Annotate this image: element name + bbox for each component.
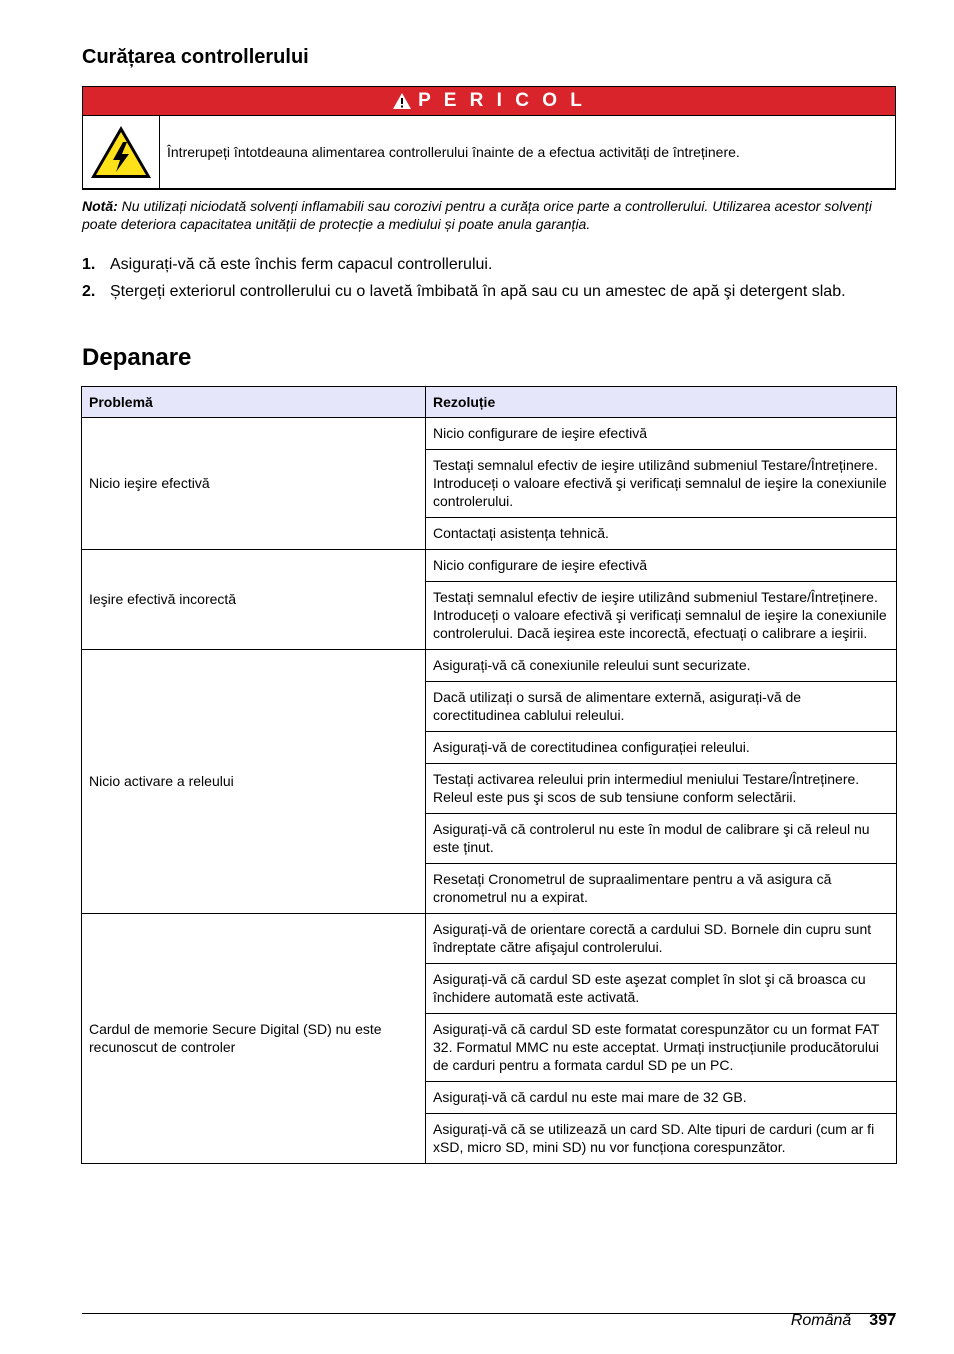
note-label: Notă: xyxy=(82,198,118,214)
resolution-cell: Nicio configurare de ieşire efectivă xyxy=(426,418,897,450)
resolution-cell: Asigurați-vă că cardul nu este mai mare de 32 GB. xyxy=(426,1082,897,1114)
resolution-cell: Asigurați-vă că controlerul nu este în modul de calibrare şi că releul nu este ținut. xyxy=(426,814,897,864)
resolution-cell: Asigurați-vă de orientare corectă a cardului SD. Bornele din cupru sunt îndreptate către afişajul controlerului. xyxy=(426,914,897,964)
problem-cell: Nicio ieşire efectivă xyxy=(82,418,426,550)
troubleshooting-title: Depanare xyxy=(82,344,192,371)
resolution-cell: Asigurați-vă de corectitudinea configurației releului. xyxy=(426,732,897,764)
column-header-problem: Problemă xyxy=(82,387,426,418)
resolution-cell: Testați semnalul efectiv de ieşire utilizând submeniul Testare/Întreținere. Introduceți o valoare efectivă şi verificați semnalul de ieşire la conexiunile controlerului. xyxy=(426,450,897,518)
resolution-cell: Asigurați-vă că cardul SD este aşezat complet în slot şi că broasca cu închidere automată este activată. xyxy=(426,964,897,1014)
footer-divider xyxy=(82,1313,896,1314)
problem-cell: Nicio activare a releului xyxy=(82,650,426,914)
column-header-resolution: Rezoluție xyxy=(426,387,897,418)
note-text: Nu utilizați niciodată solvenți inflamabili sau corozivi pentru a curăța orice parte a controllerului. Utilizarea acestor solvenți poate deteriora capacitatea unității de protecție a mediului și poate anula garanția. xyxy=(82,198,872,232)
resolution-cell: Asigurați-vă că conexiunile releului sunt securizate. xyxy=(426,650,897,682)
electrical-hazard-icon xyxy=(89,124,153,180)
page-footer xyxy=(791,1312,896,1330)
table-row xyxy=(82,418,897,450)
table-row xyxy=(82,550,897,582)
danger-label: P E R I C O L xyxy=(418,90,586,111)
danger-message: Întrerupeți întotdeauna alimentarea controllerului înainte de a efectua activități de întreținere. xyxy=(167,144,740,160)
resolution-cell: Contactați asistența tehnică. xyxy=(426,518,897,550)
troubleshooting-table xyxy=(81,386,897,1164)
note xyxy=(82,197,882,233)
page-number: 397 xyxy=(869,1312,896,1329)
step-item xyxy=(82,255,862,275)
step-number: 1. xyxy=(82,256,96,273)
step-text: Ștergeți exteriorul controllerului cu o lavetă îmbibată în apă sau cu un amestec de apă şi detergent slab. xyxy=(110,283,846,300)
step-item xyxy=(82,282,862,302)
warning-triangle-icon xyxy=(392,92,412,110)
cleaning-steps xyxy=(82,255,862,309)
step-number: 2. xyxy=(82,283,96,300)
problem-cell: Cardul de memorie Secure Digital (SD) nu este recunoscut de controler xyxy=(82,914,426,1164)
resolution-cell: Testați activarea releului prin intermediul meniului Testare/Întreținere. Releul este pus şi scos de sub tensiune conform selectării. xyxy=(426,764,897,814)
table-row xyxy=(82,914,897,964)
resolution-cell: Nicio configurare de ieşire efectivă xyxy=(426,550,897,582)
resolution-cell: Testați semnalul efectiv de ieşire utilizând submeniul Testare/Întreținere. Introduceți o valoare efectivă şi verificați semnalul de ieşire la conexiunile controlerului. Dacă ieşirea este incorectă, efectuați o calibrare a ieşirii. xyxy=(426,582,897,650)
table-header-row xyxy=(82,387,897,418)
step-text: Asigurați-vă că este închis ferm capacul controllerului. xyxy=(110,256,493,273)
resolution-cell: Dacă utilizați o sursă de alimentare externă, asigurați-vă de corectitudinea cablului releului. xyxy=(426,682,897,732)
problem-cell: Ieşire efectivă incorectă xyxy=(82,550,426,650)
danger-header xyxy=(83,87,895,116)
table-row xyxy=(82,650,897,682)
section-title: Curățarea controllerului xyxy=(82,46,309,68)
resolution-cell: Resetați Cronometrul de supraalimentare pentru a vă asigura că cronometrul nu a expirat. xyxy=(426,864,897,914)
footer-language: Română xyxy=(790,1312,852,1329)
resolution-cell: Asigurați-vă că cardul SD este formatat corespunzător cu un format FAT 32. Formatul MMC nu este acceptat. Urmați instrucțiunile producătorului de carduri pentru a formata cardul SD pe un PC. xyxy=(426,1014,897,1082)
resolution-cell: Asigurați-vă că se utilizează un card SD. Alte tipuri de carduri (cum ar fi xSD, micro SD, mini SD) nu vor funcționa corespunzător. xyxy=(426,1114,897,1164)
danger-notice xyxy=(82,86,896,190)
